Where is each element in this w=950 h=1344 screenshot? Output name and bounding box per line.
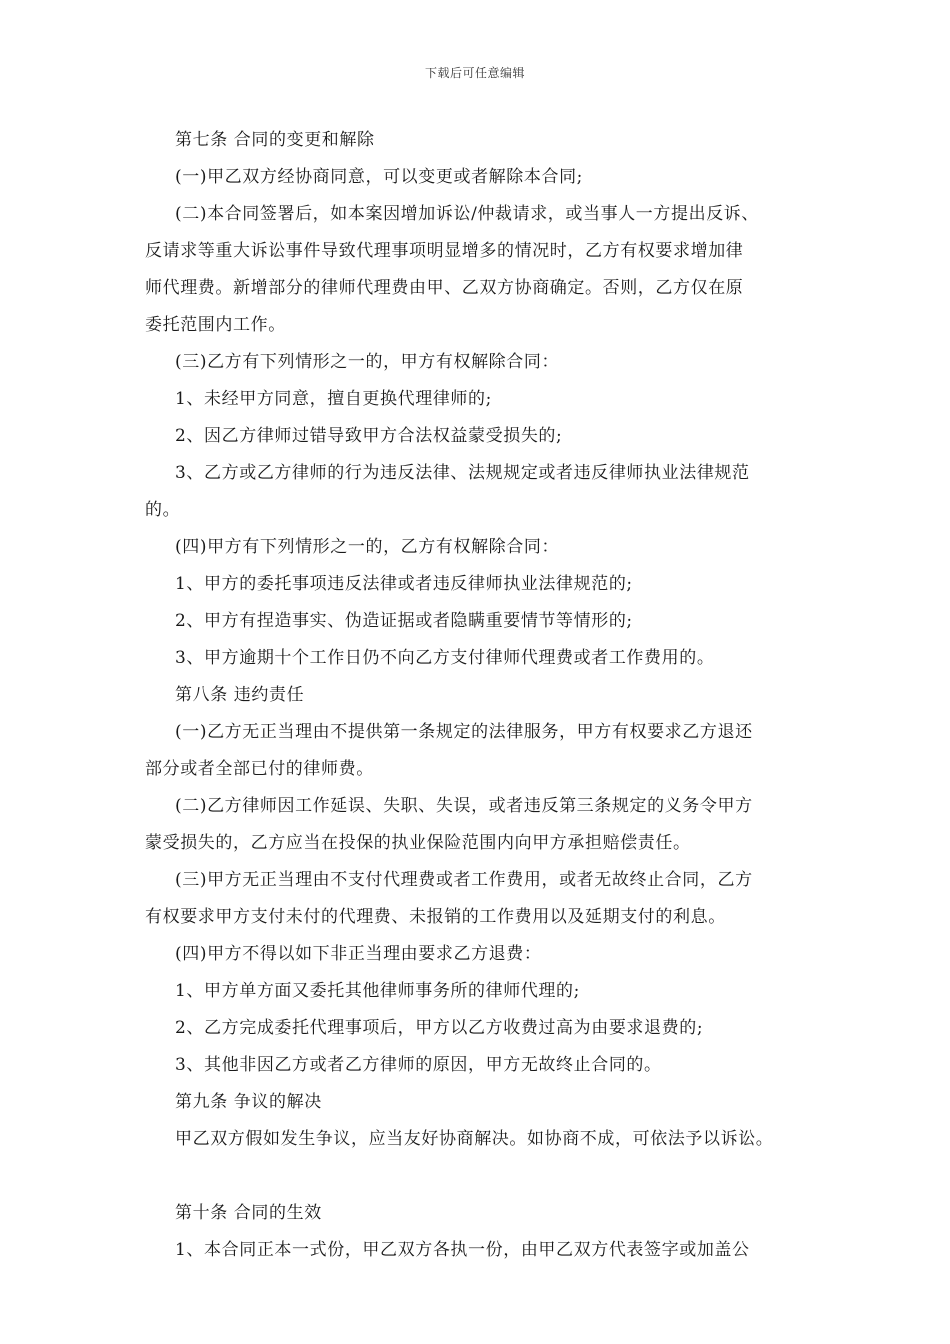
text-line: (二)乙方律师因工作延误、失职、失误，或者违反第三条规定的义务令甲方 bbox=[175, 796, 753, 816]
text-line: (一)甲乙双方经协商同意，可以变更或者解除本合同; bbox=[175, 167, 583, 187]
text-line: 2、因乙方律师过错导致甲方合法权益蒙受损失的; bbox=[175, 426, 563, 446]
text-line: (二)本合同签署后，如本案因增加诉讼/仲裁请求，或当事人一方提出反诉、 bbox=[175, 204, 759, 224]
text-line: 反请求等重大诉讼事件导致代理事项明显增多的情况时，乙方有权要求增加律 bbox=[145, 241, 744, 261]
document-body bbox=[145, 122, 815, 1269]
text-line: 1、甲方单方面又委托其他律师事务所的律师代理的; bbox=[175, 981, 580, 1001]
text-line: 第八条 违约责任 bbox=[175, 685, 305, 705]
text-line: (四)甲方有下列情形之一的，乙方有权解除合同： bbox=[175, 537, 560, 557]
text-line: 部分或者全部已付的律师费。 bbox=[145, 759, 374, 779]
text-line: 第七条 合同的变更和解除 bbox=[175, 130, 375, 150]
text-line: (四)甲方不得以如下非正当理由要求乙方退费： bbox=[175, 944, 542, 964]
text-line: (三)甲方无正当理由不支付代理费或者工作费用，或者无故终止合同，乙方 bbox=[175, 870, 753, 890]
page-header: 下载后可任意编辑 bbox=[424, 66, 525, 80]
text-line: 3、其他非因乙方或者乙方律师的原因，甲方无故终止合同的。 bbox=[175, 1055, 662, 1075]
text-line: 2、乙方完成委托代理事项后，甲方以乙方收费过高为由要求退费的; bbox=[175, 1018, 704, 1038]
text-line: 3、甲方逾期十个工作日仍不向乙方支付律师代理费或者工作费用的。 bbox=[175, 648, 715, 668]
text-line: 甲乙双方假如发生争议，应当友好协商解决。如协商不成，可依法予以诉讼。 bbox=[175, 1129, 774, 1149]
text-line: 的。 bbox=[145, 500, 181, 520]
text-line: 3、乙方或乙方律师的行为违反法律、法规规定或者违反律师执业法律规范 bbox=[175, 463, 750, 483]
text-line: (三)乙方有下列情形之一的，甲方有权解除合同： bbox=[175, 352, 560, 372]
text-line: 第九条 争议的解决 bbox=[175, 1092, 322, 1112]
text-line: 1、未经甲方同意，擅自更换代理律师的; bbox=[175, 389, 492, 409]
text-line: 委托范围内工作。 bbox=[145, 315, 286, 335]
text-line: 1、本合同正本一式份，甲乙双方各执一份，由甲乙双方代表签字或加盖公 bbox=[175, 1240, 750, 1260]
text-line: 1、甲方的委托事项违反法律或者违反律师执业法律规范的; bbox=[175, 574, 633, 594]
text-line: 第十条 合同的生效 bbox=[175, 1203, 322, 1223]
text-line: (一)乙方无正当理由不提供第一条规定的法律服务，甲方有权要求乙方退还 bbox=[175, 722, 753, 742]
text-line: 有权要求甲方支付未付的代理费、未报销的工作费用以及延期支付的利息。 bbox=[145, 907, 726, 927]
text-line: 2、甲方有捏造事实、伪造证据或者隐瞒重要情节等情形的; bbox=[175, 611, 633, 631]
text-line: 师代理费。新增部分的律师代理费由甲、乙双方协商确定。否则，乙方仅在原 bbox=[145, 278, 744, 298]
blank-line bbox=[145, 1158, 815, 1195]
text-line: 蒙受损失的，乙方应当在投保的执业保险范围内向甲方承担赔偿责任。 bbox=[145, 833, 691, 853]
